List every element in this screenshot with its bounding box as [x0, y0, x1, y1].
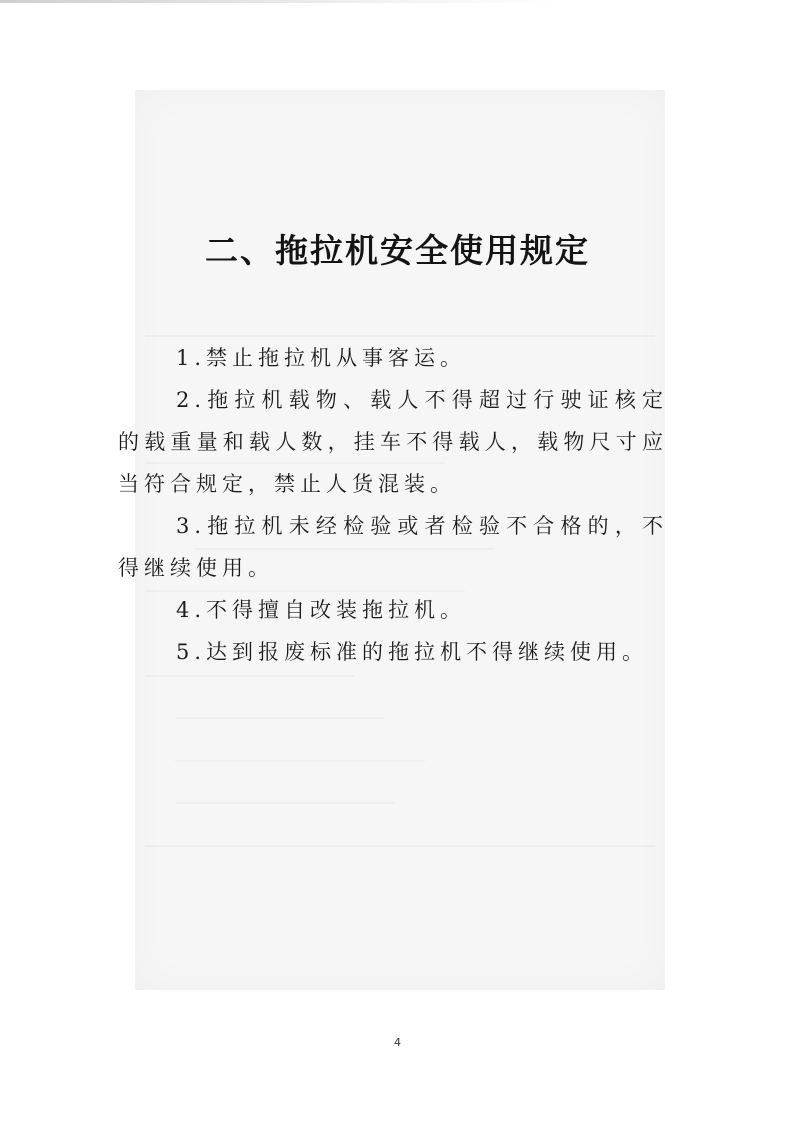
rule-paragraph-5: 5.达到报废标准的拖拉机不得继续使用。	[176, 640, 649, 664]
rule-paragraph-4: 4.不得擅自改装拖拉机。	[176, 598, 467, 622]
page-number: 4	[394, 1036, 401, 1049]
scan-top-edge	[0, 0, 795, 3]
document-title: 二、拖拉机安全使用规定	[205, 231, 590, 270]
document-body	[118, 337, 668, 673]
rule-paragraph-2: 2.拖拉机载物、载人不得超过行驶证核定的载重量和载人数，挂车不得载人，载物尺寸应当符合规定，禁止人货混装。	[118, 388, 668, 496]
rule-paragraph-3: 3.拖拉机未经检验或者检验不合格的，不得继续使用。	[118, 514, 668, 580]
rule-paragraph-1: 1.禁止拖拉机从事客运。	[176, 346, 467, 370]
